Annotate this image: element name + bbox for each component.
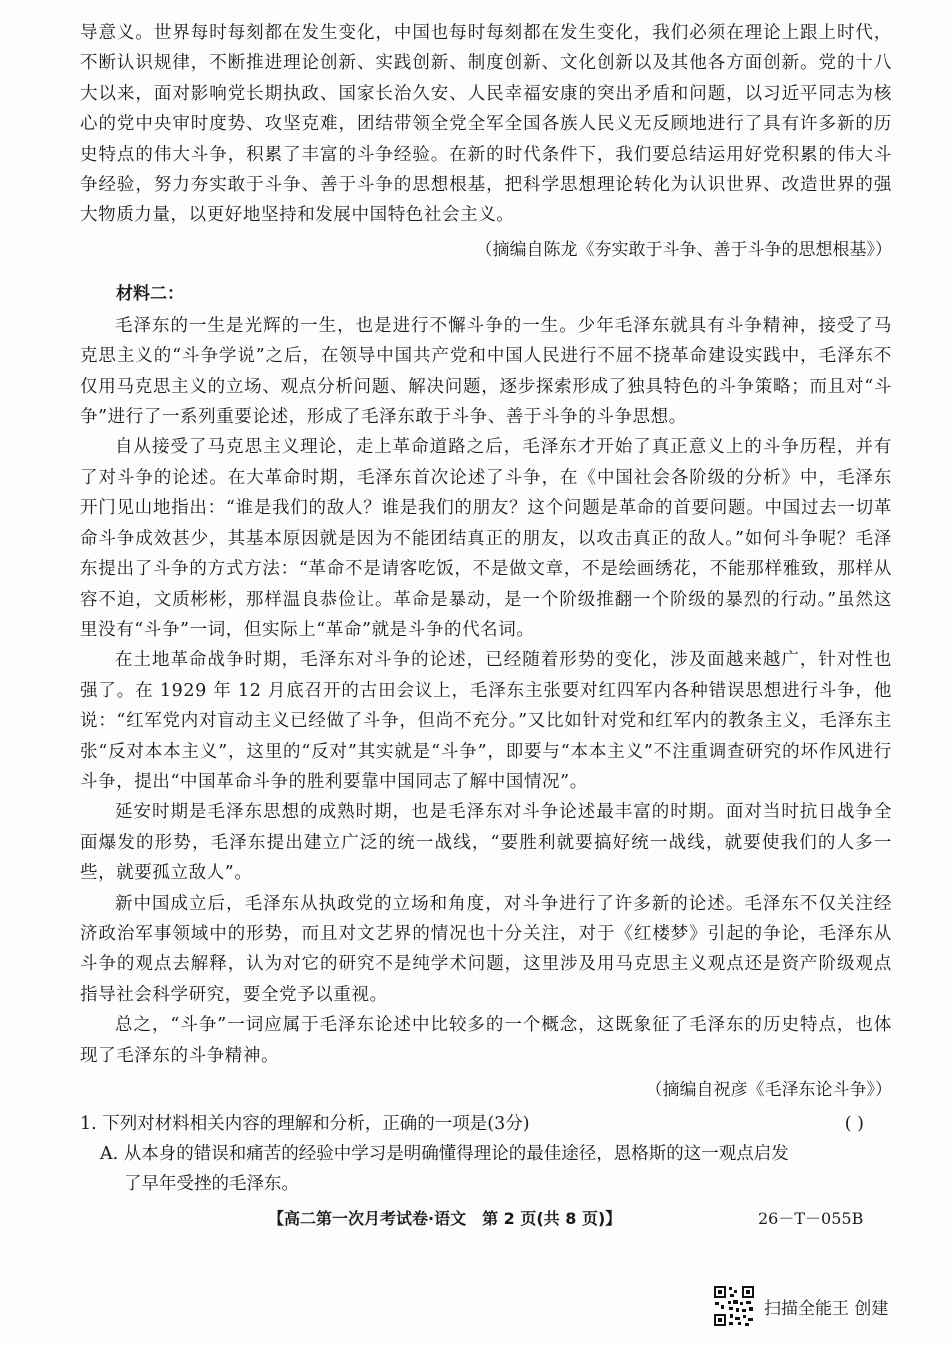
page-content [80,18,892,1199]
material-2-paragraph: 毛泽东的一生是光辉的一生，也是进行不懈斗争的一生。少年毛泽东就具有斗争精神，接受了马克思主义的“斗争学说”之后，在领导中国共产党和中国人民进行不屈不挠革命建设实践中，毛泽东不仅用马克思主义的立场、观点分析问题、解决问题，逐步探索形成了独具特色的斗争策略；而且对“斗争”进行了一系列重要论述，形成了毛泽东敢于斗争、善于斗争的斗争思想。 [80,315,892,428]
material-2-paragraph: 总之，“斗争”一词应属于毛泽东论述中比较多的一个概念，这既象征了毛泽东的历史特点，也体现了毛泽东的斗争精神。 [80,1015,892,1066]
material-2-paragraph: 新中国成立后，毛泽东从执政党的立场和角度，对斗争进行了许多新的论述。毛泽东不仅关注经济政治军事领域中的形势，而且对文艺界的情况也十分关注，对于《红楼梦》引起的争论，毛泽东从斗争的观点去解释，认为对它的研究不是纯学术问题，这里涉及用马克思主义观点还是资产阶级观点指导社会科学研究，要全党予以重视。 [80,893,892,1005]
source-citation-1: （摘编自陈龙《夯实敢于斗争、善于斗争的思想根基》） [475,239,892,260]
footer-code: 26－T－055B [758,1209,864,1228]
option-a-continued: 了早年受挫的毛泽东。 [124,1174,299,1194]
material-2-title: 材料二： [116,283,184,304]
intro-paragraph: 导意义。世界每时每刻都在发生变化，中国也每时每刻都在发生变化，我们必须在理论上跟上时代，不断认识规律，不断推进理论创新、实践创新、制度创新、文化创新以及其他各方面创新。党的十八大以来，面对影响党长期执政、国家长治久安、人民幸福安康的突出矛盾和问题，以习近平同志为核心的党中央审时度势、攻坚克难，团结带领全党全军全国各族人民义无反顾地进行了具有许多新的历史特点的伟大斗争，积累了丰富的斗争经验。在新的时代条件下，我们要总结运用好党积累的伟大斗争经验，努力夯实敢于斗争、善于斗争的思想根基，把科学思想理论转化为认识世界、改造世界的强大物质力量，以更好地坚持和发展中国特色社会主义。 [80,23,892,226]
material-2-paragraph: 在土地革命战争时期，毛泽东对斗争的论述，已经随着形势的变化，涉及面越来越广，针对性也强了。在 1929 年 12 月底召开的古田会议上，毛泽东主张要对红四军内各种错误思想进行斗争，他说：“红军党内对盲动主义已经做了斗争，但尚不充分。”又比如针对党和红军内的教条主义，毛泽东主张“反对本本主义”，这里的“反对”其实就是“斗争”，即要与“本本主义”不注重调查研究的坏作风进行斗争，提出“中国革命斗争的胜利要靠中国同志了解中国情况”。 [80,650,892,792]
page-footer [268,1206,888,1229]
qr-code-icon [712,1284,756,1328]
material-2-paragraph: 延安时期是毛泽东思想的成熟时期，也是毛泽东对斗争论述最丰富的时期。面对当时抗日战争全面爆发的形势，毛泽东提出建立广泛的统一战线，“要胜利就要搞好统一战线，就要使我们的人多一些，就要孤立敌人”。 [80,802,892,884]
question-1-stem: 1. 下列对材料相关内容的理解和分析，正确的一项是(3分) [80,1114,530,1134]
source-citation-2: （摘编自祝彦《毛泽东论斗争》） [645,1080,892,1100]
option-a: A. 从本身的错误和痛苦的经验中学习是明确懂得理论的最佳途径，恩格斯的这一观点启发 [100,1144,789,1164]
material-2-paragraph: 自从接受了马克思主义理论，走上革命道路之后，毛泽东才开始了真正意义上的斗争历程，并有了对斗争的论述。在大革命时期，毛泽东首次论述了斗争，在《中国社会各阶级的分析》中，毛泽东开门见山地指出：“谁是我们的敌人？谁是我们的朋友？这个问题是革命的首要问题。中国过去一切革命斗争成效甚少，其基本原因就是因为不能团结真正的朋友，以攻击真正的敌人。”如何斗争呢？毛泽东提出了斗争的方式方法：“革命不是请客吃饭，不是做文章，不是绘画绣花，不能那样雅致，那样从容不迫，文质彬彬，那样温良恭俭让。革命是暴动，是一个阶级推翻一个阶级的暴烈的行动。”虽然这里没有“斗争”一词，但实际上“革命”就是斗争的代名词。 [80,437,892,640]
question-1 [80,1109,892,1139]
footer-title: 【高二第一次月考试卷·语文 第 2 页(共 8 页)】 [268,1209,622,1228]
answer-blank: ( ) [844,1114,864,1134]
scanner-watermark [712,1284,888,1328]
scanner-label: 扫描全能王 创建 [764,1298,889,1319]
